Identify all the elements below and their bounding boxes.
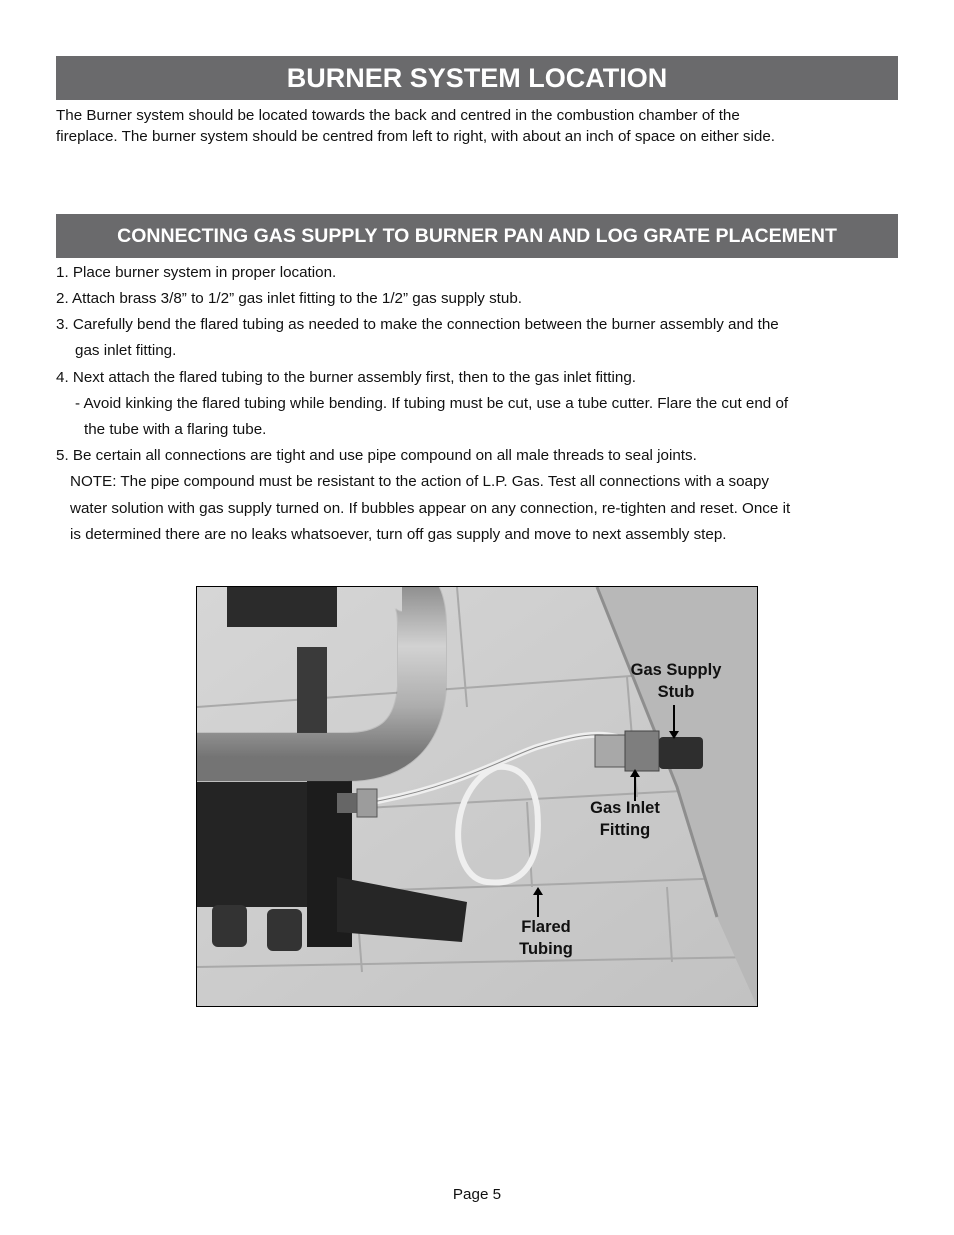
instruction-step-4: 4. Next attach the flared tubing to the burner assembly first, then to the gas inlet fitting. xyxy=(56,369,636,386)
instruction-step-1: 1. Place burner system in proper location. xyxy=(56,264,337,281)
gas-supply-stub-label xyxy=(617,659,735,703)
instruction-step-4-note-cont: the tube with a flaring tube. xyxy=(84,421,267,438)
label-line: Flared xyxy=(521,918,571,936)
label-line: Stub xyxy=(657,683,695,701)
instruction-note-cont: water solution with gas supply turned on. If bubbles appear on any connection, re-tighten and reset. Once it xyxy=(70,500,791,517)
flared-tubing-label xyxy=(501,916,591,960)
instruction-note-cont: is determined there are no leaks whatsoever, turn off gas supply and move to next assembly step. xyxy=(70,526,727,543)
paragraph-line: fireplace. The burner system should be centred from left to right, with about an inch of space on either side. xyxy=(56,128,775,145)
gas-inlet-fitting-label xyxy=(575,797,675,841)
label-line: Gas Supply xyxy=(630,661,722,679)
label-line: Tubing xyxy=(519,940,573,958)
page-number: Page 5 xyxy=(452,1186,502,1203)
instruction-step-3-cont: gas inlet fitting. xyxy=(75,342,177,359)
section-title-burner-location: BURNER SYSTEM LOCATION xyxy=(56,56,898,100)
label-line: Gas Inlet xyxy=(590,799,660,817)
burner-location-paragraph xyxy=(56,105,775,147)
label-line: Fitting xyxy=(599,821,651,839)
instruction-step-3: 3. Carefully bend the flared tubing as needed to make the connection between the burner assembly and the xyxy=(56,316,779,333)
instruction-step-2: 2. Attach brass 3/8” to 1/2” gas inlet fitting to the 1/2” gas supply stub. xyxy=(56,290,523,307)
section-title-connecting-gas: CONNECTING GAS SUPPLY TO BURNER PAN AND LOG GRATE PLACEMENT xyxy=(56,214,898,258)
instruction-step-5: 5. Be certain all connections are tight and use pipe compound on all male threads to seal joints. xyxy=(56,447,697,464)
paragraph-line: The Burner system should be located towards the back and centred in the combustion chamber of the xyxy=(56,107,740,124)
instruction-note: NOTE: The pipe compound must be resistant to the action of L.P. Gas. Test all connections with a soapy xyxy=(70,473,770,490)
instruction-step-4-note: - Avoid kinking the flared tubing while bending. If tubing must be cut, use a tube cutter. Flare the cut end of xyxy=(75,395,789,412)
burner-connection-photo xyxy=(196,586,758,1007)
